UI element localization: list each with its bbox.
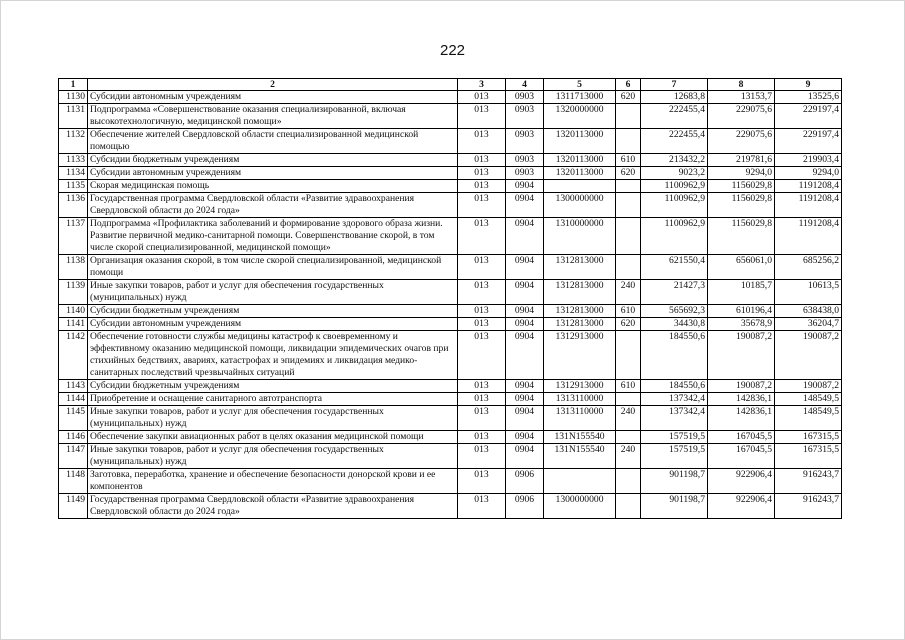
row-number: 1132 [59, 129, 88, 154]
item-name: Иные закупки товаров, работ и услуг для обеспечения государственных (муниципальных) нужд [88, 406, 458, 431]
row-number: 1140 [59, 305, 88, 318]
ministry-code: 013 [458, 494, 506, 519]
expense-type-code: 620 [616, 91, 641, 104]
expense-type-code: 610 [616, 305, 641, 318]
amount-year-1: 184550,6 [641, 380, 708, 393]
ministry-code: 013 [458, 104, 506, 129]
section-code: 0903 [506, 154, 544, 167]
column-header: 8 [708, 79, 775, 91]
budget-table [58, 78, 842, 519]
table-row [59, 318, 842, 331]
expense-type-code: 610 [616, 154, 641, 167]
row-number: 1148 [59, 469, 88, 494]
ministry-code: 013 [458, 406, 506, 431]
row-number: 1149 [59, 494, 88, 519]
item-name: Государственная программа Свердловской области «Развитие здравоохранения Свердловской области до 2024 года» [88, 193, 458, 218]
amount-year-3: 229197,4 [775, 129, 842, 154]
row-number: 1142 [59, 331, 88, 380]
row-number: 1138 [59, 255, 88, 280]
row-number: 1146 [59, 431, 88, 444]
table-row [59, 380, 842, 393]
ministry-code: 013 [458, 380, 506, 393]
row-number: 1147 [59, 444, 88, 469]
section-code: 0904 [506, 431, 544, 444]
ministry-code: 013 [458, 331, 506, 380]
section-code: 0904 [506, 180, 544, 193]
item-name: Заготовка, переработка, хранение и обеспечение безопасности донорской крови и ее компонентов [88, 469, 458, 494]
amount-year-2: 190087,2 [708, 380, 775, 393]
target-article-code: 1320113000 [544, 167, 616, 180]
expense-type-code [616, 331, 641, 380]
row-number: 1144 [59, 393, 88, 406]
item-name: Скорая медицинская помощь [88, 180, 458, 193]
amount-year-3: 13525,6 [775, 91, 842, 104]
amount-year-3: 36204,7 [775, 318, 842, 331]
item-name: Иные закупки товаров, работ и услуг для обеспечения государственных (муниципальных) нужд [88, 280, 458, 305]
target-article-code: 1312813000 [544, 280, 616, 305]
row-number: 1130 [59, 91, 88, 104]
target-article-code: 1300000000 [544, 494, 616, 519]
expense-type-code [616, 494, 641, 519]
amount-year-3: 167315,5 [775, 431, 842, 444]
row-number: 1141 [59, 318, 88, 331]
page-number: 222 [439, 42, 466, 59]
item-name: Субсидии автономным учреждениям [88, 167, 458, 180]
item-name: Обеспечение жителей Свердловской области специализированной медицинской помощью [88, 129, 458, 154]
amount-year-1: 901198,7 [641, 469, 708, 494]
row-number: 1136 [59, 193, 88, 218]
ministry-code: 013 [458, 180, 506, 193]
expense-type-code: 240 [616, 406, 641, 431]
amount-year-1: 12683,8 [641, 91, 708, 104]
ministry-code: 013 [458, 91, 506, 104]
item-name: Субсидии бюджетным учреждениям [88, 380, 458, 393]
amount-year-3: 685256,2 [775, 255, 842, 280]
amount-year-1: 621550,4 [641, 255, 708, 280]
ministry-code: 013 [458, 431, 506, 444]
table-row [59, 154, 842, 167]
ministry-code: 013 [458, 444, 506, 469]
expense-type-code [616, 255, 641, 280]
section-code: 0904 [506, 444, 544, 469]
amount-year-3: 1191208,4 [775, 193, 842, 218]
column-header: 7 [641, 79, 708, 91]
amount-year-1: 565692,3 [641, 305, 708, 318]
target-article-code: 1320113000 [544, 154, 616, 167]
amount-year-1: 9023,2 [641, 167, 708, 180]
amount-year-3: 148549,5 [775, 393, 842, 406]
amount-year-2: 229075,6 [708, 129, 775, 154]
table-row [59, 393, 842, 406]
amount-year-3: 219903,4 [775, 154, 842, 167]
amount-year-2: 1156029,8 [708, 180, 775, 193]
section-code: 0904 [506, 280, 544, 305]
amount-year-1: 157519,5 [641, 431, 708, 444]
expense-type-code: 620 [616, 167, 641, 180]
expense-type-code [616, 129, 641, 154]
amount-year-3: 10613,5 [775, 280, 842, 305]
target-article-code: 1300000000 [544, 193, 616, 218]
target-article-code: 1312913000 [544, 380, 616, 393]
item-name: Субсидии бюджетным учреждениям [88, 154, 458, 167]
ministry-code: 013 [458, 167, 506, 180]
item-name: Приобретение и оснащение санитарного автотранспорта [88, 393, 458, 406]
amount-year-2: 142836,1 [708, 393, 775, 406]
row-number: 1139 [59, 280, 88, 305]
expense-type-code: 610 [616, 380, 641, 393]
row-number: 1143 [59, 380, 88, 393]
table-row [59, 305, 842, 318]
item-name: Субсидии бюджетным учреждениям [88, 305, 458, 318]
expense-type-code [616, 104, 641, 129]
section-code: 0904 [506, 406, 544, 431]
table-row [59, 193, 842, 218]
target-article-code: 131N155540 [544, 444, 616, 469]
ministry-code: 013 [458, 469, 506, 494]
section-code: 0904 [506, 305, 544, 318]
amount-year-3: 916243,7 [775, 494, 842, 519]
ministry-code: 013 [458, 129, 506, 154]
amount-year-1: 34430,8 [641, 318, 708, 331]
item-name: Подпрограмма «Совершенствование оказания специализированной, включая высокотехнологичную, медицинской помощи» [88, 104, 458, 129]
ministry-code: 013 [458, 393, 506, 406]
section-code: 0903 [506, 91, 544, 104]
amount-year-2: 190087,2 [708, 331, 775, 380]
section-code: 0903 [506, 104, 544, 129]
column-header: 5 [544, 79, 616, 91]
table-row [59, 280, 842, 305]
amount-year-2: 9294,0 [708, 167, 775, 180]
section-code: 0903 [506, 167, 544, 180]
target-article-code: 1311713000 [544, 91, 616, 104]
amount-year-2: 35678,9 [708, 318, 775, 331]
table-row [59, 331, 842, 380]
amount-year-2: 10185,7 [708, 280, 775, 305]
amount-year-3: 229197,4 [775, 104, 842, 129]
ministry-code: 013 [458, 154, 506, 167]
target-article-code: 1312813000 [544, 255, 616, 280]
header-row [59, 79, 842, 91]
table-row [59, 129, 842, 154]
amount-year-1: 157519,5 [641, 444, 708, 469]
amount-year-1: 137342,4 [641, 393, 708, 406]
item-name: Организация оказания скорой, в том числе скорой специализированной, медицинской помощи [88, 255, 458, 280]
amount-year-1: 222455,4 [641, 129, 708, 154]
amount-year-3: 9294,0 [775, 167, 842, 180]
amount-year-3: 167315,5 [775, 444, 842, 469]
target-article-code: 1313110000 [544, 406, 616, 431]
amount-year-1: 137342,4 [641, 406, 708, 431]
column-header: 1 [59, 79, 88, 91]
section-code: 0906 [506, 494, 544, 519]
column-header: 6 [616, 79, 641, 91]
amount-year-1: 1100962,9 [641, 218, 708, 255]
ministry-code: 013 [458, 218, 506, 255]
expense-type-code [616, 193, 641, 218]
target-article-code: 1312813000 [544, 305, 616, 318]
expense-type-code [616, 218, 641, 255]
section-code: 0904 [506, 380, 544, 393]
row-number: 1131 [59, 104, 88, 129]
target-article-code: 1310000000 [544, 218, 616, 255]
item-name: Субсидии автономным учреждениям [88, 318, 458, 331]
table-row [59, 91, 842, 104]
item-name: Обеспечение готовности службы медицины катастроф к своевременному и эффективному оказанию медицинской помощи, ликвидации эпидемических очагов при стихийных бедствиях, авариях, катастрофах и эпидемиях и ликвидация медико-санитарных последствий чрезвычайных ситуаций [88, 331, 458, 380]
expense-type-code [616, 393, 641, 406]
target-article-code: 1312913000 [544, 331, 616, 380]
ministry-code: 013 [458, 305, 506, 318]
ministry-code: 013 [458, 318, 506, 331]
target-article-code: 1320000000 [544, 104, 616, 129]
item-name: Обеспечение закупки авиационных работ в целях оказания медицинской помощи [88, 431, 458, 444]
section-code: 0904 [506, 331, 544, 380]
amount-year-2: 610196,4 [708, 305, 775, 318]
amount-year-1: 213432,2 [641, 154, 708, 167]
column-header: 9 [775, 79, 842, 91]
item-name: Государственная программа Свердловской области «Развитие здравоохранения Свердловской области до 2024 года» [88, 494, 458, 519]
row-number: 1135 [59, 180, 88, 193]
target-article-code [544, 180, 616, 193]
column-header: 3 [458, 79, 506, 91]
amount-year-1: 222455,4 [641, 104, 708, 129]
table-row [59, 431, 842, 444]
amount-year-2: 922906,4 [708, 469, 775, 494]
row-number: 1134 [59, 167, 88, 180]
amount-year-2: 656061,0 [708, 255, 775, 280]
amount-year-3: 1191208,4 [775, 180, 842, 193]
section-code: 0904 [506, 218, 544, 255]
row-number: 1137 [59, 218, 88, 255]
expense-type-code: 240 [616, 280, 641, 305]
section-code: 0904 [506, 318, 544, 331]
table-row [59, 406, 842, 431]
table-row [59, 180, 842, 193]
section-code: 0906 [506, 469, 544, 494]
amount-year-2: 1156029,8 [708, 193, 775, 218]
expense-type-code: 620 [616, 318, 641, 331]
table-row [59, 469, 842, 494]
amount-year-2: 1156029,8 [708, 218, 775, 255]
amount-year-1: 901198,7 [641, 494, 708, 519]
column-header: 2 [88, 79, 458, 91]
expense-type-code [616, 180, 641, 193]
column-header: 4 [506, 79, 544, 91]
ministry-code: 013 [458, 255, 506, 280]
target-article-code: 1320113000 [544, 129, 616, 154]
section-code: 0903 [506, 129, 544, 154]
amount-year-1: 21427,3 [641, 280, 708, 305]
amount-year-1: 184550,6 [641, 331, 708, 380]
ministry-code: 013 [458, 193, 506, 218]
target-article-code: 1313110000 [544, 393, 616, 406]
section-code: 0904 [506, 255, 544, 280]
section-code: 0904 [506, 393, 544, 406]
amount-year-2: 167045,5 [708, 431, 775, 444]
amount-year-1: 1100962,9 [641, 193, 708, 218]
amount-year-2: 922906,4 [708, 494, 775, 519]
amount-year-3: 638438,0 [775, 305, 842, 318]
amount-year-2: 13153,7 [708, 91, 775, 104]
amount-year-1: 1100962,9 [641, 180, 708, 193]
table-row [59, 494, 842, 519]
table-row [59, 255, 842, 280]
item-name: Субсидии автономным учреждениям [88, 91, 458, 104]
amount-year-3: 1191208,4 [775, 218, 842, 255]
item-name: Иные закупки товаров, работ и услуг для обеспечения государственных (муниципальных) нужд [88, 444, 458, 469]
row-number: 1145 [59, 406, 88, 431]
amount-year-3: 190087,2 [775, 380, 842, 393]
target-article-code: 131N155540 [544, 431, 616, 444]
table-row [59, 218, 842, 255]
amount-year-2: 219781,6 [708, 154, 775, 167]
target-article-code: 1312813000 [544, 318, 616, 331]
amount-year-3: 916243,7 [775, 469, 842, 494]
amount-year-2: 229075,6 [708, 104, 775, 129]
amount-year-2: 142836,1 [708, 406, 775, 431]
item-name: Подпрограмма «Профилактика заболеваний и формирование здорового образа жизни. Развитие первичной медико-санитарной помощи. Совершенствование скорой, в том числе скорой специализированной, медицинской помощи» [88, 218, 458, 255]
amount-year-3: 148549,5 [775, 406, 842, 431]
table-row [59, 444, 842, 469]
amount-year-3: 190087,2 [775, 331, 842, 380]
ministry-code: 013 [458, 280, 506, 305]
row-number: 1133 [59, 154, 88, 167]
expense-type-code [616, 431, 641, 444]
expense-type-code: 240 [616, 444, 641, 469]
table-row [59, 104, 842, 129]
amount-year-2: 167045,5 [708, 444, 775, 469]
target-article-code [544, 469, 616, 494]
section-code: 0904 [506, 193, 544, 218]
table-row [59, 167, 842, 180]
expense-type-code [616, 469, 641, 494]
